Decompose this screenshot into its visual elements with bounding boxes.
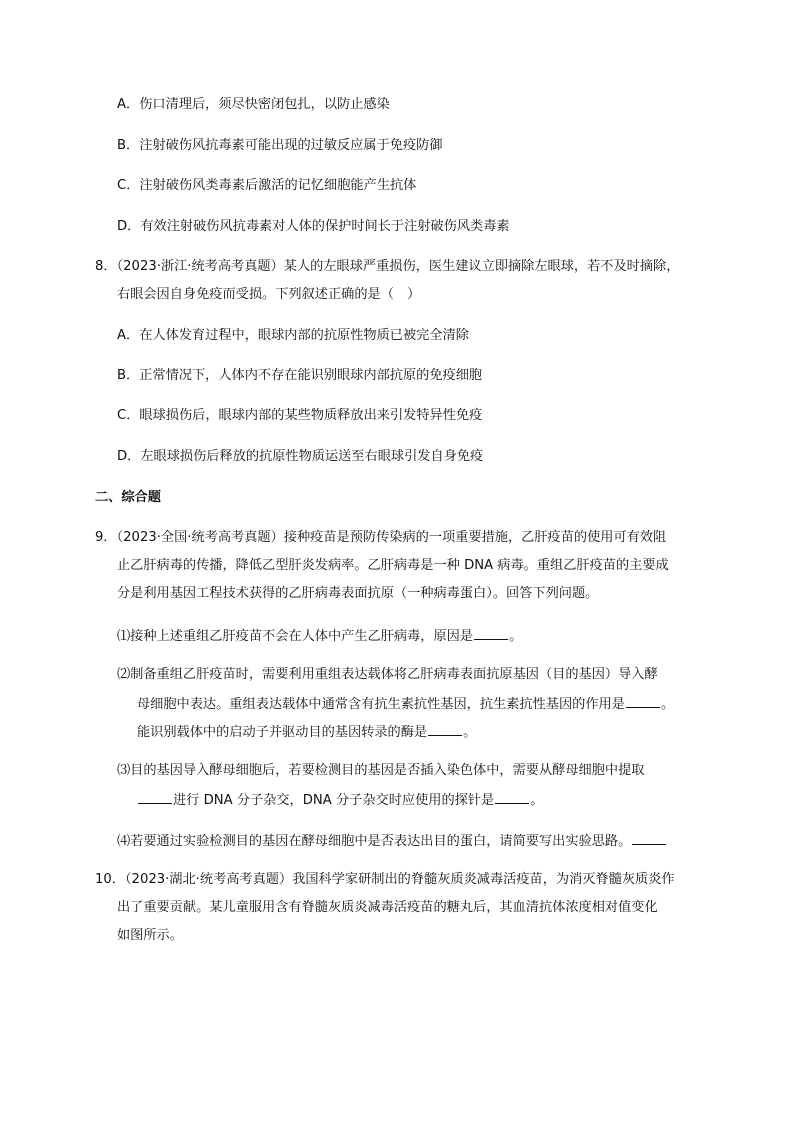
q7-option-c: C．注射破伤风类毒素后激活的记忆细胞能产生抗体 <box>117 178 417 193</box>
q9-sub2-line3-end: 。 <box>463 725 477 740</box>
section-heading: 二、综合题 <box>95 490 161 505</box>
q10-stem-line1: 10．（2023·湖北·统考高考真题）我国科学家研制出的脊髓灰质炎减毒活疫苗，为消灭脊髓灰质炎作 <box>95 872 675 887</box>
q9-stem-line3: 分是利用基因工程技术获得的乙肝病毒表面抗原（一种病毒蛋白）。回答下列问题。 <box>117 586 599 601</box>
q7-option-b: B．注射破伤风抗毒素可能出现的过敏反应属于免疫防御 <box>117 138 443 153</box>
q9-sub3-line2 <box>137 790 543 810</box>
q9-stem-line2: 止乙肝病毒的传播，降低乙型肝炎发病率。乙肝病毒是一种 DNA 病毒。重组乙肝疫苗的主要成 <box>117 558 669 573</box>
q9-sub1 <box>117 626 522 646</box>
q10-stem-line3: 如图所示。 <box>117 928 183 943</box>
q9-sub2-line2 <box>137 694 674 714</box>
q8-option-c: C．眼球损伤后，眼球内部的某些物质释放出来引发特异性免疫 <box>117 408 483 423</box>
q8-option-b: B．正常情况下，人体内不存在能识别眼球内部抗原的免疫细胞 <box>117 368 483 383</box>
q9-sub3-line2-text: 进行 DNA 分子杂交，DNA 分子杂交时应使用的探针是 <box>173 793 495 808</box>
q9-sub3-line1: ⑶目的基因导入酵母细胞后，若要检测目的基因是否插入染色体中，需要从酵母细胞中提取 <box>117 763 645 778</box>
answer-blank[interactable] <box>474 626 508 640</box>
answer-blank[interactable] <box>626 694 660 708</box>
answer-blank[interactable] <box>138 790 172 804</box>
q7-option-d: D．有效注射破伤风抗毒素对人体的保护时间长于注射破伤风类毒素 <box>117 219 510 234</box>
q9-sub3-line2-end: 。 <box>530 793 544 808</box>
answer-blank[interactable] <box>632 831 666 845</box>
q9-sub2-line3 <box>137 722 476 742</box>
q9-sub1-end: 。 <box>509 629 523 644</box>
answer-blank[interactable] <box>428 722 462 736</box>
q9-sub4-text: ⑷若要通过实验检测目的基因在酵母细胞中是否表达出目的蛋白，请简要写出实验思路。 <box>117 834 632 849</box>
q9-stem-line1: 9．（2023·全国·统考高考真题）接种疫苗是预防传染病的一项重要措施，乙肝疫苗的使用可有效阻 <box>95 530 667 545</box>
q8-option-a: A．在人体发育过程中，眼球内部的抗原性物质已被完全清除 <box>117 328 469 343</box>
q10-stem-line2: 出了重要贡献。某儿童服用含有脊髓灰质炎减毒活疫苗的糖丸后，其血清抗体浓度相对值变化 <box>117 900 658 915</box>
q8-stem-line1: 8．（2023·浙江·统考高考真题）某人的左眼球严重损伤，医生建议立即摘除左眼球，若不及时摘除， <box>95 259 680 274</box>
q9-sub2-line2-end: 。 <box>660 697 675 712</box>
q9-sub1-text: ⑴接种上述重组乙肝疫苗不会在人体中产生乙肝病毒，原因是 <box>117 629 474 644</box>
q9-sub4 <box>117 831 667 851</box>
answer-blank[interactable] <box>495 790 529 804</box>
q9-sub2-line3-text: 能识别载体中的启动子并驱动目的基因转录的酶是 <box>137 725 428 740</box>
q8-stem-line2: 右眼会因自身免疫而受损。下列叙述正确的是（ ） <box>117 287 421 302</box>
q9-sub2-line2-text: 母细胞中表达。重组表达载体中通常含有抗生素抗性基因，抗生素抗性基因的作用是 <box>137 697 625 712</box>
q9-sub2-line1: ⑵制备重组乙肝疫苗时，需要利用重组表达载体将乙肝病毒表面抗原基因（目的基因）导入酵 <box>117 667 658 682</box>
q7-option-a: A．伤口清理后，须尽快密闭包扎，以防止感染 <box>117 97 390 112</box>
q8-option-d: D．左眼球损伤后释放的抗原性物质运送至右眼球引发自身免疫 <box>117 449 484 464</box>
